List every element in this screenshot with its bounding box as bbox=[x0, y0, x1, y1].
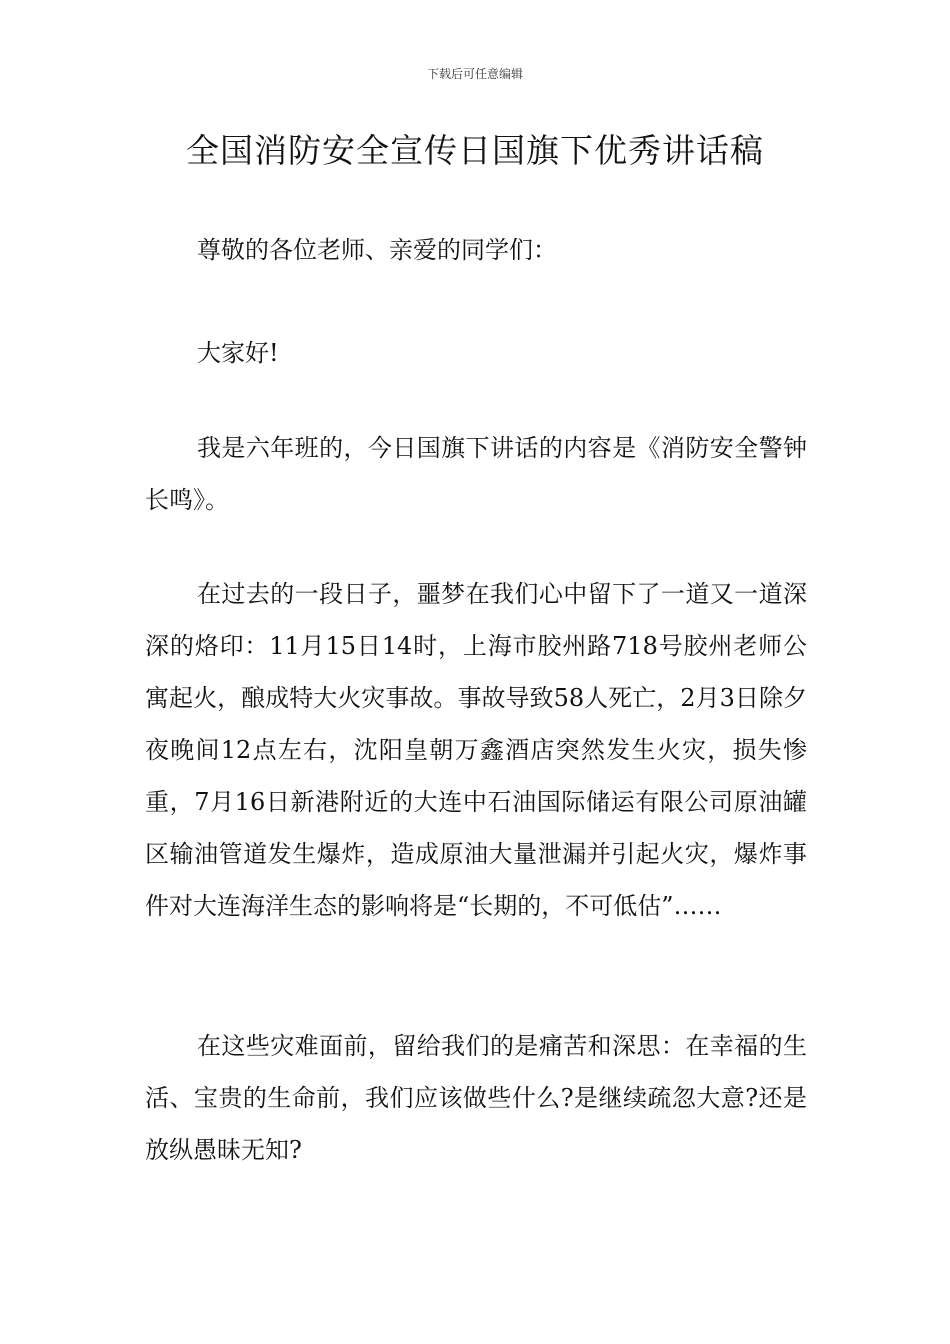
document-title: 全国消防安全宣传日国旗下优秀讲话稿 bbox=[186, 131, 764, 170]
paragraph-hello: 大家好! bbox=[197, 339, 279, 367]
paragraph-incidents: 在过去的一段日子，噩梦在我们心中留下了一道又一道深深的烙印：11月15日14时，上海市胶州路718号胶州老师公寓起火，酿成特大火灾事故。事故导致58人死亡，2月3日除夕夜晚间12点左右，沈阳皇朝万鑫酒店突然发生火灾，损失惨重，7月16日新港附近的大连中石油国际储运有限公司原油罐区输油管道发生爆炸，造成原油大量泄漏并引起火灾，爆炸事件对大连海洋生态的影响将是“长期的，不可低估”…… bbox=[145, 580, 807, 920]
paragraph-reflection: 在这些灾难面前，留给我们的是痛苦和深思：在幸福的生活、宝贵的生命前，我们应该做些什么?是继续疏忽大意?还是放纵愚昧无知? bbox=[145, 1032, 807, 1164]
header-note: 下载后可任意编辑 bbox=[426, 67, 523, 81]
paragraph-greeting: 尊敬的各位老师、亲爱的同学们： bbox=[197, 236, 557, 264]
paragraph-intro: 我是六年班的，今日国旗下讲话的内容是《消防安全警钟长鸣》。 bbox=[145, 434, 807, 514]
